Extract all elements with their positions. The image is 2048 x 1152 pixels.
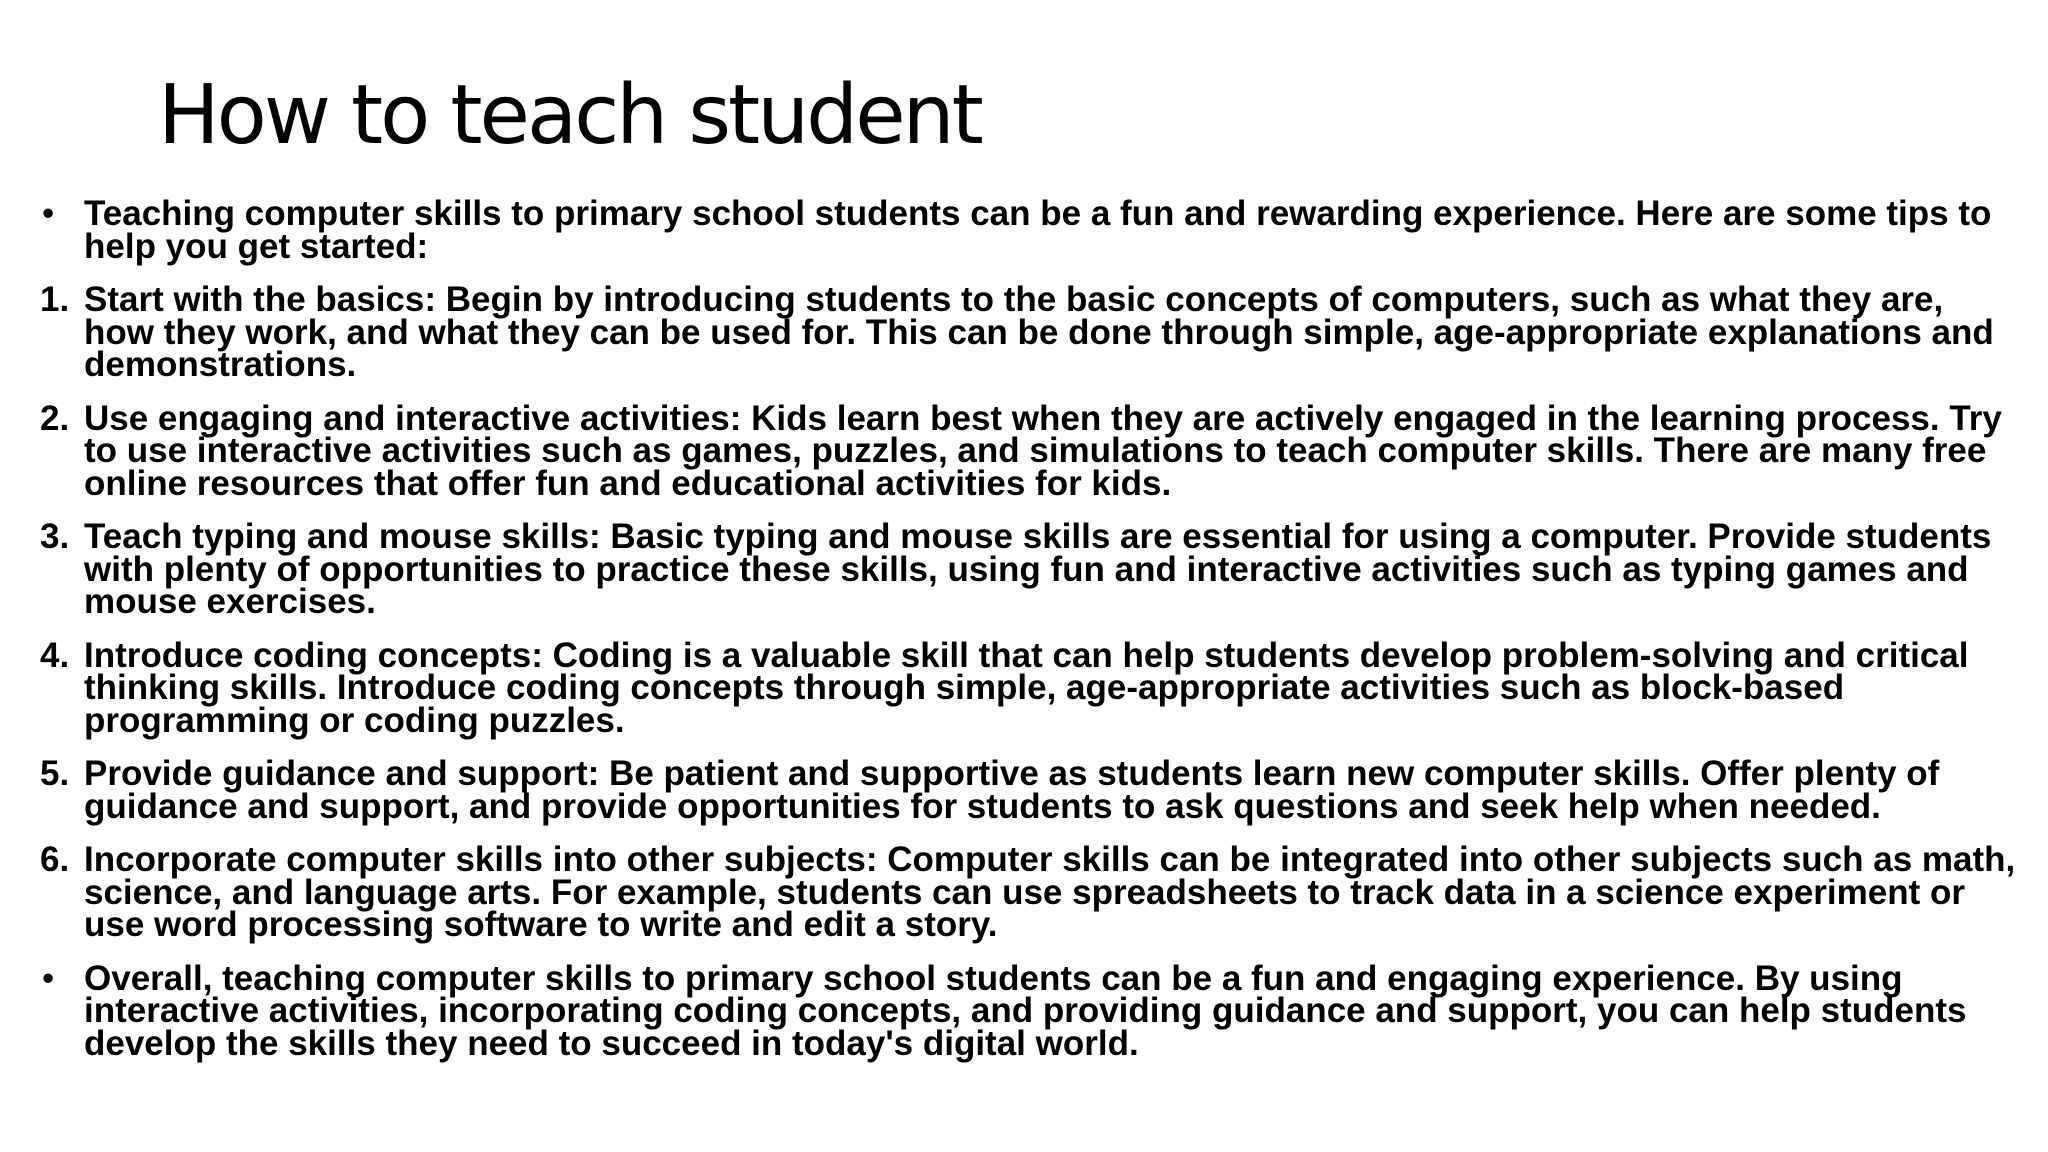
list-item-3 [40,517,2020,621]
list-item-text: Use engaging and interactive activities: Kids learn best when they are actively engaged in the learning process. Try to use interactive activities such as games, puzzles, and simulations to teach computer skills. There are many free online resources that offer fun and educational activities for kids. [84,398,2002,503]
list-item-text: Teach typing and mouse skills: Basic typing and mouse skills are essential for using a computer. Provide students with plenty of opportunities to practice these skills, using fun and interactive activities such as typing games and mouse exercises. [84,517,1992,621]
slide-content-list [40,194,2020,1081]
number-marker: 5. [40,754,70,793]
bullet-marker: • [42,958,55,998]
list-item-text: Overall, teaching computer skills to primary school students can be a fun and engaging experience. By using interactive activities, incorporating coding concepts, and providing guidance and support, you can help students develop the skills they need to succeed in today's digital world. [84,958,1967,1063]
number-marker: 2. [40,398,70,438]
list-item-text: Teaching computer skills to primary school students can be a fun and rewarding experience. Here are some tips to help you get started: [84,194,1992,266]
list-item-conclusion [40,958,2020,1063]
number-marker: 1. [40,280,70,319]
number-marker: 6. [40,840,70,879]
slide-title: How to teach student [158,68,981,163]
list-item-intro [40,194,2020,266]
list-item-text: Start with the basics: Begin by introducing students to the basic concepts of computers, such as what they are, how they work, and what they can be used for. This can be done through simple, age-appropriate explanations and demonstrations. [84,280,1994,384]
list-item-2 [40,398,2020,503]
list-item-5 [40,754,2020,826]
number-marker: 3. [40,517,70,556]
bullet-marker: • [42,194,55,233]
list-item-text: Provide guidance and support: Be patient and supportive as students learn new computer skills. Offer plenty of guidance and support, and provide opportunities for students to ask questions and seek help when needed. [84,754,1940,826]
list-item-6 [40,840,2020,944]
list-item-text: Incorporate computer skills into other subjects: Computer skills can be integrated into other subjects such as math, science, and language arts. For example, students can use spreadsheets to track data in a science experiment or use word processing software to write and edit a story. [84,840,2016,944]
number-marker: 4. [40,635,70,675]
list-item-4 [40,635,2020,740]
list-item-text: Introduce coding concepts: Coding is a valuable skill that can help students develop problem-solving and critical thinking skills. Introduce coding concepts through simple, age-appropriate activities such as block-based programming or coding puzzles. [84,635,1969,740]
list-item-1 [40,280,2020,384]
